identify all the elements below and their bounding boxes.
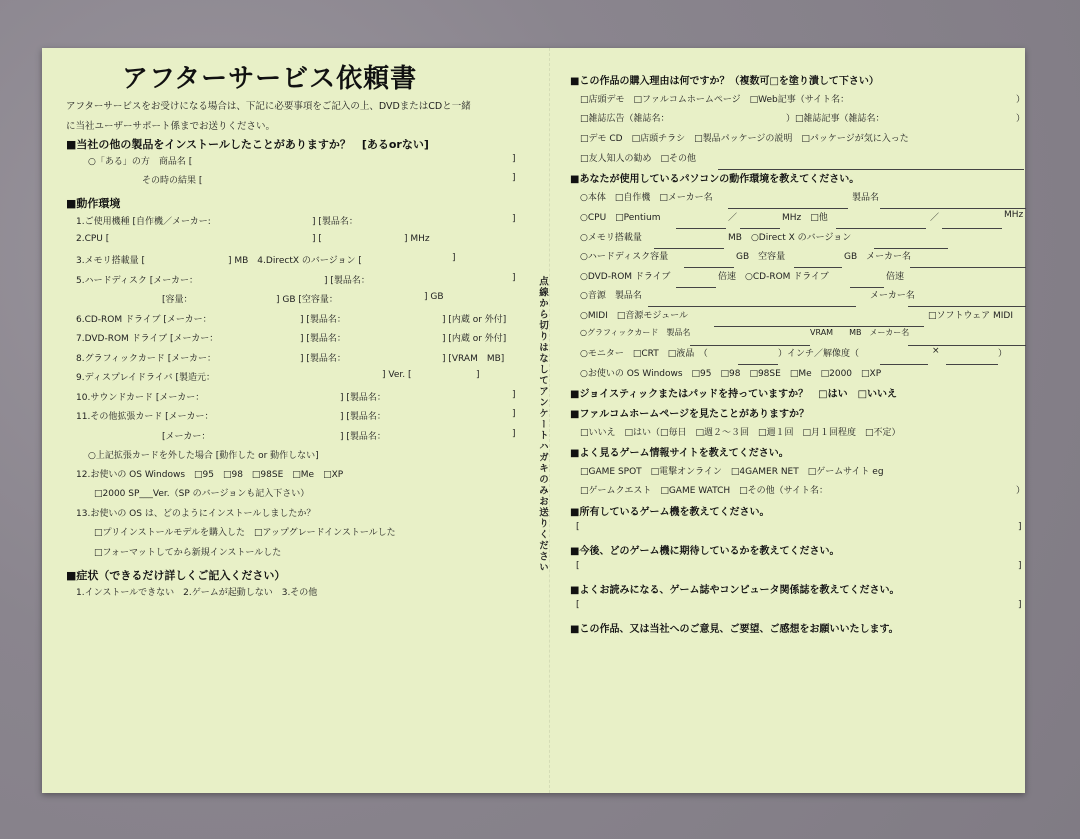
environment-title: ■動作環境 <box>66 197 121 210</box>
pc-cpu: ○CPU □Pentium <box>580 213 661 223</box>
expansion-card-removed: ○上記拡張カードを外した場合 [動作した or 動作しない] <box>88 451 319 461</box>
pc-hdd: ○ハードディスク容量 <box>580 252 669 262</box>
future-console-open: [ <box>576 561 580 571</box>
env-row-end: ] <box>512 273 516 283</box>
magazine-close: ] <box>1018 600 1022 610</box>
cpu-blank-2 <box>740 210 780 229</box>
midi-blank <box>714 308 924 327</box>
env-row-end: ] GB <box>424 292 444 302</box>
dvd-blank <box>676 269 716 288</box>
env-row-mid: ] Ver. [ <box>382 370 412 380</box>
hdd-maker-blank <box>910 249 1026 268</box>
owned-consoles-open: [ <box>576 522 580 532</box>
env-row-label: 9.ディスプレイドライバ [製造元： <box>76 373 215 383</box>
env-row-mid: ] [製品名： <box>300 354 346 364</box>
env-row-label: 2.CPU [ <box>76 234 110 244</box>
env-row-label: 7.DVD-ROM ドライブ [メーカー： <box>76 334 219 344</box>
symptom-title: ■症状（できるだけ詳しくご記入ください） <box>66 569 286 582</box>
pc-sound: ○音源 製品名 <box>580 291 642 301</box>
pc-midi: ○MIDI □音源モジュール <box>580 311 689 321</box>
hdd-free: GB 空容量 <box>736 252 786 262</box>
env-row-label: 6.CD-ROM ドライブ [メーカー： <box>76 315 212 325</box>
cpu-blank-4 <box>942 210 1002 229</box>
graphics-vram-maker: VRAM MB メーカー名 <box>810 328 910 337</box>
res-x: × <box>932 346 940 356</box>
product-name-label: ○「ある」の方 商品名 [ <box>88 157 193 167</box>
after-service-form-card <box>42 48 1025 793</box>
reason-line-2-close: ） <box>1016 114 1026 124</box>
pc-monitor: ○モニター □CRT □液晶 （ <box>580 349 708 359</box>
pc-dvd: ○DVD-ROM ドライブ <box>580 272 671 282</box>
env-row-mid: ] [製品名： <box>300 315 346 325</box>
owned-consoles-question: ■所有しているゲーム機を教えてください。 <box>570 507 770 518</box>
pc-graphics: ○グラフィックカード 製品名 <box>580 328 691 337</box>
hdd-blank <box>684 249 734 268</box>
magazine-open: [ <box>576 600 580 610</box>
cpu-blank-1 <box>676 210 726 229</box>
result-close: ] <box>512 173 516 183</box>
symptom-options: 1.インストールできない 2.ゲームが起動しない 3.その他 <box>76 588 318 598</box>
sound-maker: メーカー名 <box>870 291 915 301</box>
env-row-label: [メーカー： <box>162 432 211 442</box>
hdd-maker: GB メーカー名 <box>844 252 911 262</box>
pc-product-label: 製品名 <box>852 193 880 203</box>
sound-maker-blank <box>908 288 1026 307</box>
game-site-close: ） <box>1016 486 1026 496</box>
env-row-mid: ] GB [空容量： <box>276 295 338 305</box>
env-row-mid: ] [製品名： <box>340 412 386 422</box>
env-row-end: ] <box>512 390 516 400</box>
game-site-line-1: □GAME SPOT □電撃オンライン □4GAMER NET □ゲームサイト eg <box>580 467 884 477</box>
pc-memory: ○メモリ搭載量 <box>580 233 642 243</box>
os-sp-version: □2000 SP___Ver.（SP のバージョンも記入下さい） <box>94 489 310 499</box>
env-row-mid: ] [製品名： <box>340 393 386 403</box>
cpu-slash-1: ／ <box>728 213 738 223</box>
cpu-mhz-other: MHz □他 <box>782 213 828 223</box>
hdd-free-blank <box>794 249 842 268</box>
reason-line-1: □店頭デモ □ファルコムホームページ □Web記事（サイト名： <box>580 95 850 105</box>
env-row-label: 10.サウンドカード [メーカー： <box>76 393 205 403</box>
directx-blank <box>874 230 948 249</box>
result-label: その時の結果 [ <box>142 176 203 186</box>
intro-line-2: に当社ユーザーサポート係までお送りください。 <box>66 121 276 132</box>
env-row-end: ] <box>476 370 480 380</box>
os-question: 12.お使いの OS Windows □95 □98 □98SE □Me □XP <box>76 470 344 480</box>
env-row-end: ] [内蔵 or 外付] <box>442 315 507 325</box>
reason-line-3: □デモ CD □店頭チラシ □製品パッケージの説明 □パッケージが気に入った <box>580 134 909 144</box>
pc-product-blank <box>880 190 1026 209</box>
env-row-mid: ] [ <box>312 234 322 244</box>
pc-os: ○お使いの OS Windows □95 □98 □98SE □Me □2000 □XP <box>580 369 882 379</box>
install-question: 13.お使いの OS は、どのようにインストールしましたか？ <box>76 509 316 519</box>
env-row-end: ] MHz <box>404 234 430 244</box>
purchase-reason-question: ■この作品の購入理由は何ですか？（複数可□を塗り潰して下さい） <box>570 76 879 87</box>
opinion-request: ■この作品、又は当社へのご意見、ご要望、ご感想をお願いいたします。 <box>570 624 899 635</box>
cd-rom: 倍速 ○CD-ROM ドライブ <box>718 272 829 282</box>
cd-speed: 倍速 <box>886 272 905 282</box>
monitor-inch-blank <box>738 346 778 365</box>
pc-body: ○本体 □自作機 □メーカー名 <box>580 193 713 203</box>
env-row-mid: ] [製品名： <box>312 217 358 227</box>
form-title: アフターサービス依頼書 <box>122 64 418 94</box>
sound-product-blank <box>648 288 856 307</box>
reason-line-4: □友人知人の勧め □その他 <box>580 154 697 164</box>
owned-consoles-close: ] <box>1018 522 1022 532</box>
env-row-label: 1.ご使用機種 [自作機／メーカー: <box>76 217 211 227</box>
env-row-end: ] <box>452 253 456 263</box>
env-row-end: ] <box>512 409 516 419</box>
homepage-answers: □いいえ □はい（□毎日 □週２～３回 □週１回 □月１回程度 □不定） <box>580 428 901 438</box>
game-site-question: ■よく見るゲーム情報サイトを教えてください。 <box>570 448 789 459</box>
env-row-mid: ] [製品名： <box>324 276 370 286</box>
intro-line-1: アフターサービスをお受けになる場合は、下記に必要事項をご記入の上、DVDまたはCDと一緒 <box>66 101 471 112</box>
graphics-maker-blank <box>908 327 1026 346</box>
env-row-end: ] <box>512 429 516 439</box>
reason-line-1-close: ） <box>1016 95 1026 105</box>
env-row-mid: ] MB 4.DirectX のバージョン [ <box>228 256 362 266</box>
res-blank-2 <box>946 346 998 365</box>
game-site-line-2: □ゲームクエスト □GAME WATCH □その他（サイト名： <box>580 486 829 496</box>
cut-instruction-vertical: 点線から切りはなしてアンケートハガキのみお送りください <box>537 276 548 573</box>
homepage-question: ■ファルコムホームページを見たことがありますか？ <box>570 409 810 420</box>
directx-version: MB ○Direct X のバージョン <box>728 233 852 243</box>
reason-line-2-mid: ）□雑誌記事（雑誌名： <box>786 114 885 124</box>
install-options-2: □フォーマットしてから新規インストールした <box>94 548 282 558</box>
env-row-label: 3.メモリ搭載量 [ <box>76 256 145 266</box>
product-name-close: ] <box>512 154 516 164</box>
env-row-label: 5.ハードディスク [メーカー： <box>76 276 199 286</box>
memory-blank <box>654 230 724 249</box>
future-console-close: ] <box>1018 561 1022 571</box>
res-close: ） <box>998 349 1008 359</box>
monitor-resolution: ）インチ／解像度（ <box>778 349 860 359</box>
cpu-mhz: MHz <box>1004 210 1024 220</box>
install-options-1: □プリインストールモデルを購入した □アップグレードインストールした <box>94 528 396 538</box>
reason-line-2: □雑誌広告（雑誌名： <box>580 114 670 124</box>
env-row-mid: ] [製品名： <box>300 334 346 344</box>
env-row-end: ] [VRAM MB] <box>442 354 505 364</box>
other-products-question: ■当社の他の製品をインストールしたことがありますか？ [あるorない] <box>66 138 429 151</box>
cpu-blank-3 <box>836 210 926 229</box>
env-row-label: 11.その他拡張カード [メーカー： <box>76 412 214 422</box>
graphics-blank <box>690 327 810 346</box>
pc-environment-question: ■あなたが使用しているパソコンの動作環境を教えてください。 <box>570 174 860 185</box>
joystick-question: ■ジョイスティックまたはパッドを持っていますか？ □はい □いいえ <box>570 389 898 400</box>
env-row-end: ] [内蔵 or 外付] <box>442 334 507 344</box>
future-console-question: ■今後、どのゲーム機に期待しているかを教えてください。 <box>570 546 840 557</box>
env-row-label: 8.グラフィックカード [メーカー： <box>76 354 217 364</box>
cpu-slash-2: ／ <box>930 213 940 223</box>
env-row-mid: ] [製品名： <box>340 432 386 442</box>
fold-line <box>549 48 550 793</box>
env-row-label: [容量： <box>162 295 193 305</box>
res-blank-1 <box>880 346 928 365</box>
other-reason-blank <box>718 151 1026 170</box>
software-midi: □ソフトウェア MIDI <box>928 311 1014 321</box>
env-row-end: ] <box>512 214 516 224</box>
pc-maker-blank <box>728 190 848 209</box>
cd-blank <box>850 269 884 288</box>
magazine-question: ■よくお読みになる、ゲーム誌やコンピュータ関係誌を教えてください。 <box>570 585 900 596</box>
